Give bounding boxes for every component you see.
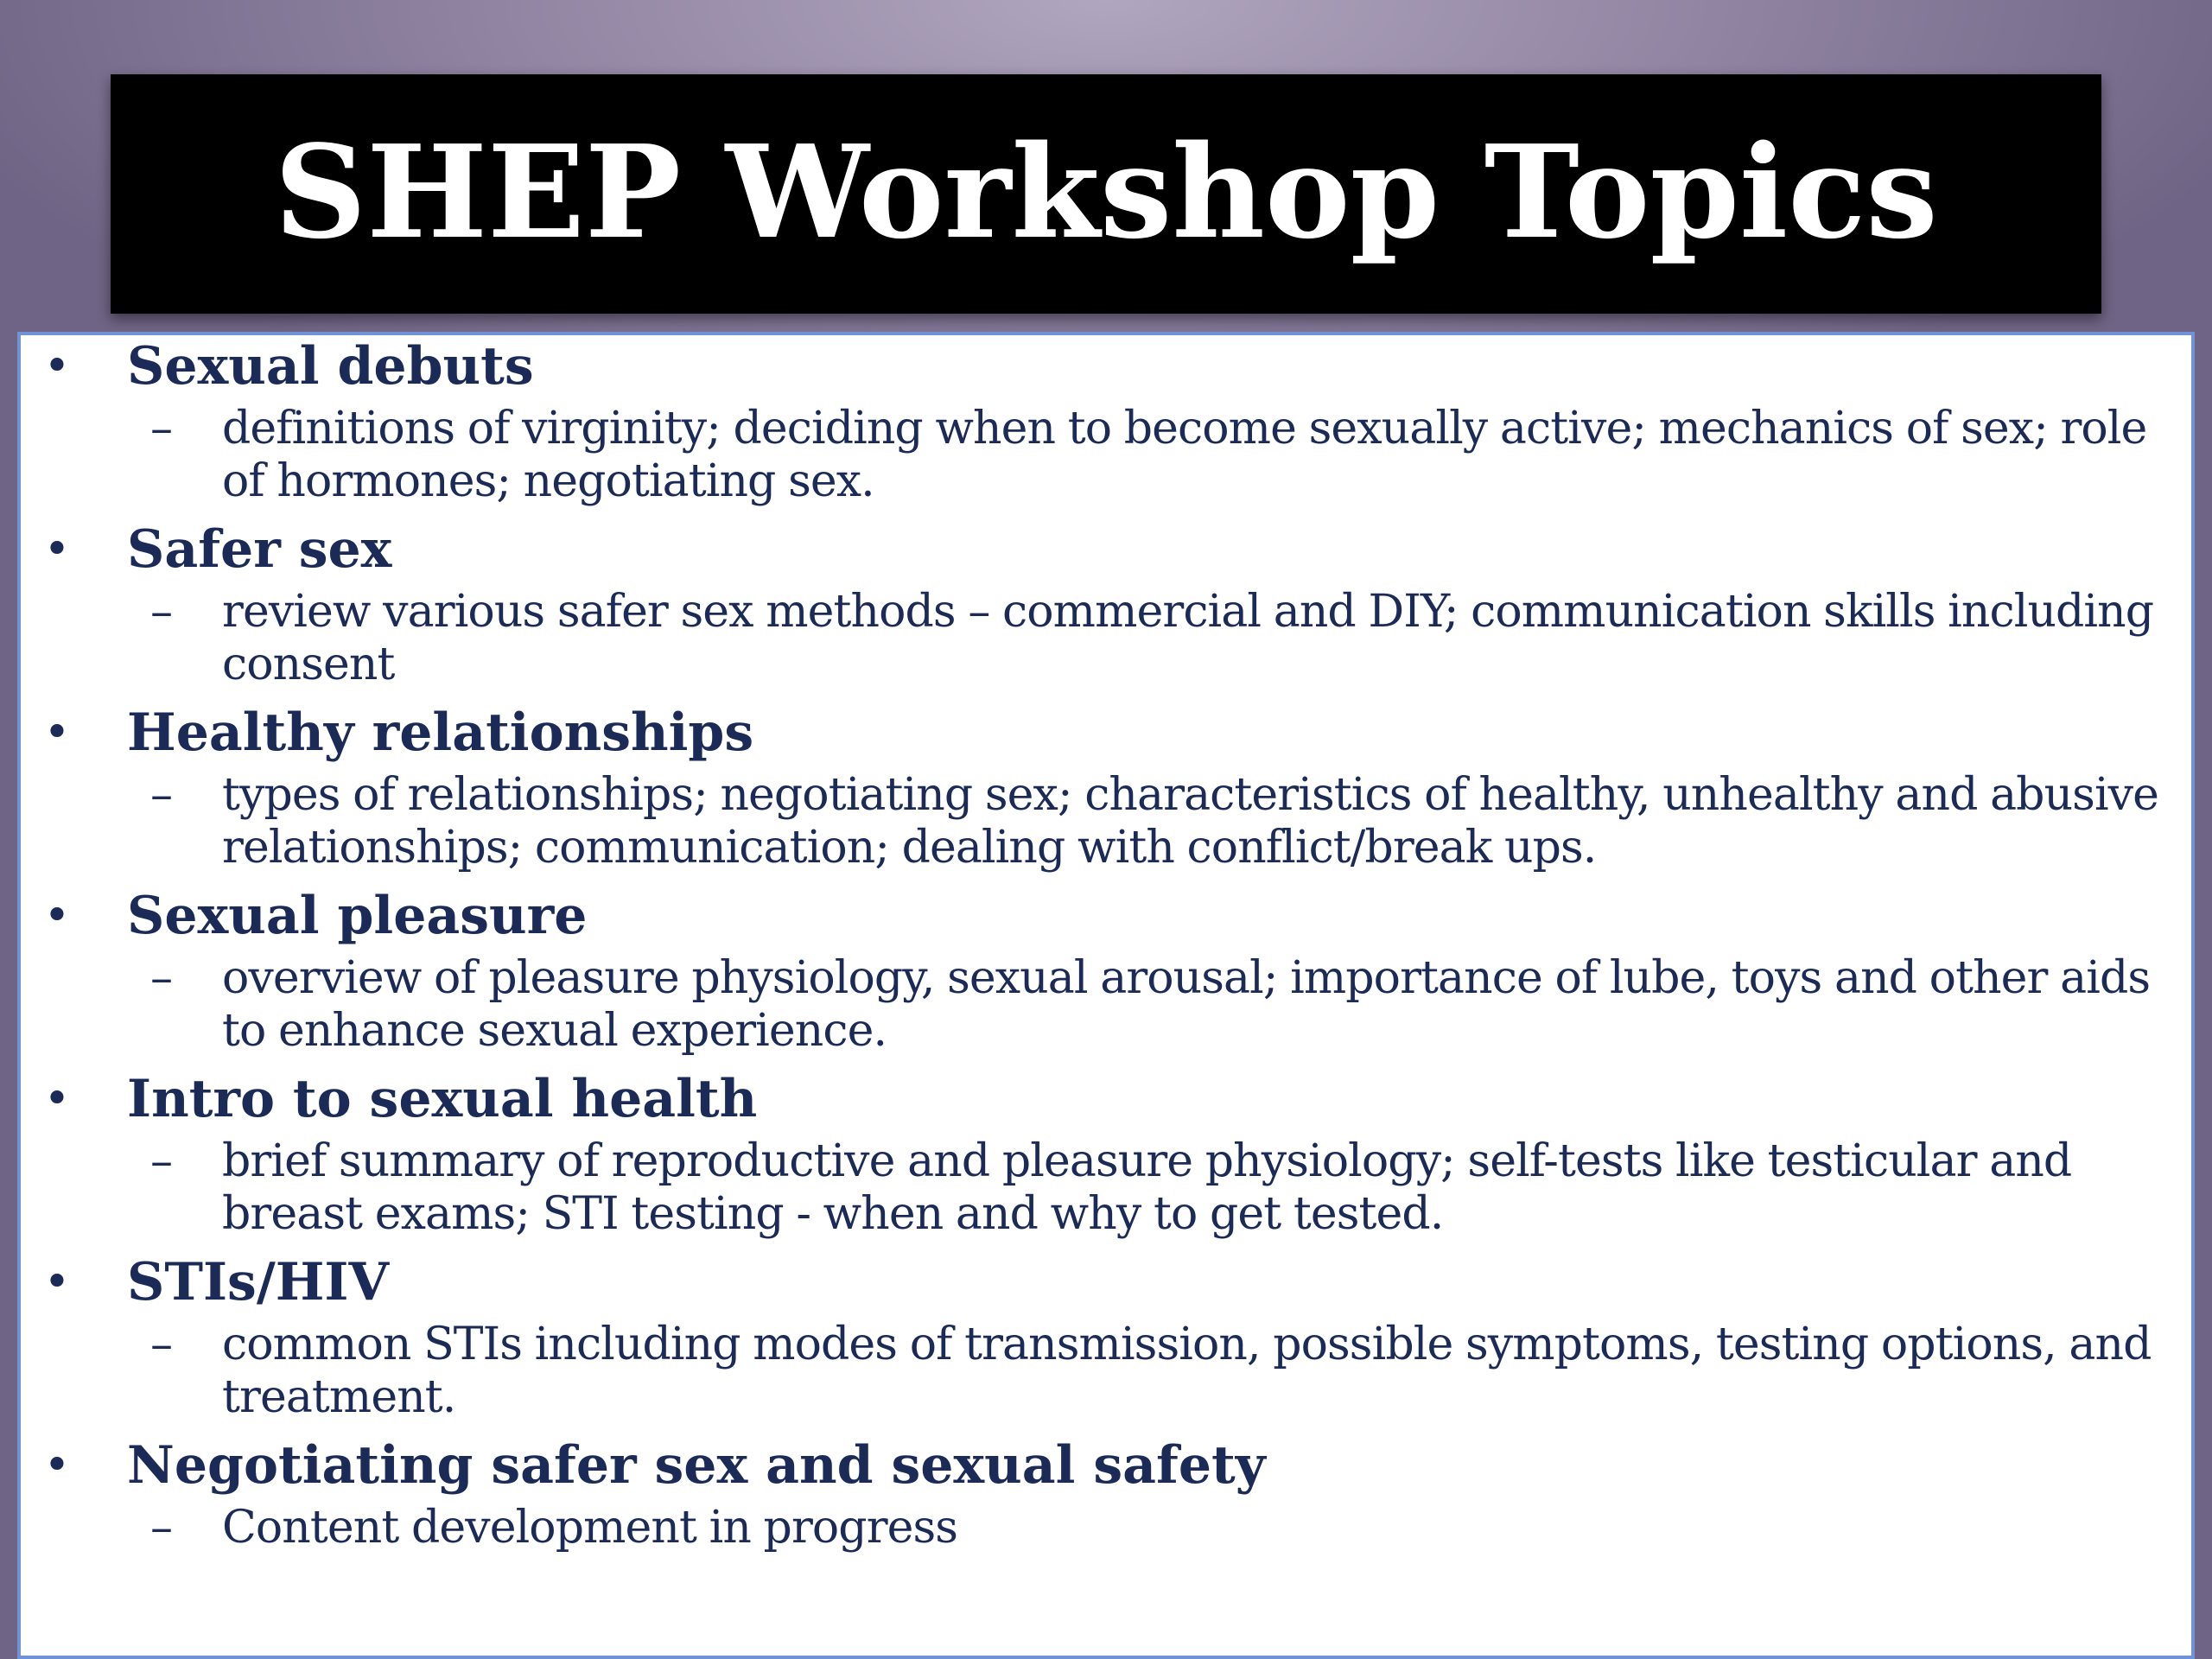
topic-item [21,1068,2191,1241]
topic-list [21,335,2191,1565]
dash-icon: – [150,1319,173,1370]
topic-detail-text: types of relationships; negotiating sex; characteristics of healthy, unhealthy and abusive relationships; communication; dealing with conflict/break ups. [222,769,2159,874]
topic-detail-text: definitions of virginity; deciding when to become sexually active; mechanics of sex; role of hormones; negotiating sex. [222,403,2147,507]
topic-item [21,335,2191,508]
topic-item [21,518,2191,691]
dash-icon: – [150,403,173,454]
topic-detail-text: review various safer sex methods – commercial and DIY; communication skills including consent [222,586,2154,690]
dash-icon: – [150,586,173,638]
bullet-icon: • [43,340,71,392]
topic-heading: Healthy relationships [127,702,754,763]
slide-title: SHEP Workshop Topics [274,116,1938,267]
topic-item [21,1434,2191,1554]
topic-detail [21,1502,2191,1554]
dash-icon: – [150,769,173,821]
topic-detail [21,1319,2191,1424]
bullet-icon: • [43,524,71,575]
topic-detail-text: overview of pleasure physiology, sexual arousal; importance of lube, toys and other aids to enhance sexual experience. [222,952,2151,1057]
topic-detail [21,1135,2191,1241]
dash-icon: – [150,952,173,1004]
topic-heading: Sexual pleasure [127,886,588,946]
topic-item [21,885,2191,1058]
topic-heading: Intro to sexual health [127,1069,758,1129]
topic-detail [21,403,2191,508]
bullet-icon: • [43,1256,71,1308]
bullet-icon: • [43,707,71,759]
bullet-icon: • [43,890,71,942]
topic-detail [21,952,2191,1058]
topic-detail-text: Content development in progress [222,1502,958,1554]
dash-icon: – [150,1135,173,1187]
bullet-icon: • [43,1440,71,1491]
title-banner [111,74,2101,314]
topic-item [21,702,2191,874]
topic-detail [21,769,2191,874]
dash-icon: – [150,1502,173,1554]
topic-heading: STIs/HIV [127,1252,390,1313]
topic-heading: Safer sex [127,519,392,580]
topic-heading: Negotiating safer sex and sexual safety [127,1435,1266,1496]
topic-detail [21,586,2191,691]
topic-detail-text: common STIs including modes of transmission, possible symptoms, testing options, and treatment. [222,1319,2152,1423]
topic-item [21,1251,2191,1424]
content-box [17,332,2195,1659]
bullet-icon: • [43,1073,71,1125]
topic-detail-text: brief summary of reproductive and pleasure physiology; self-tests like testicular and breast exams; STI testing - when and why to get tested. [222,1135,2072,1240]
topic-heading: Sexual debuts [127,336,534,397]
